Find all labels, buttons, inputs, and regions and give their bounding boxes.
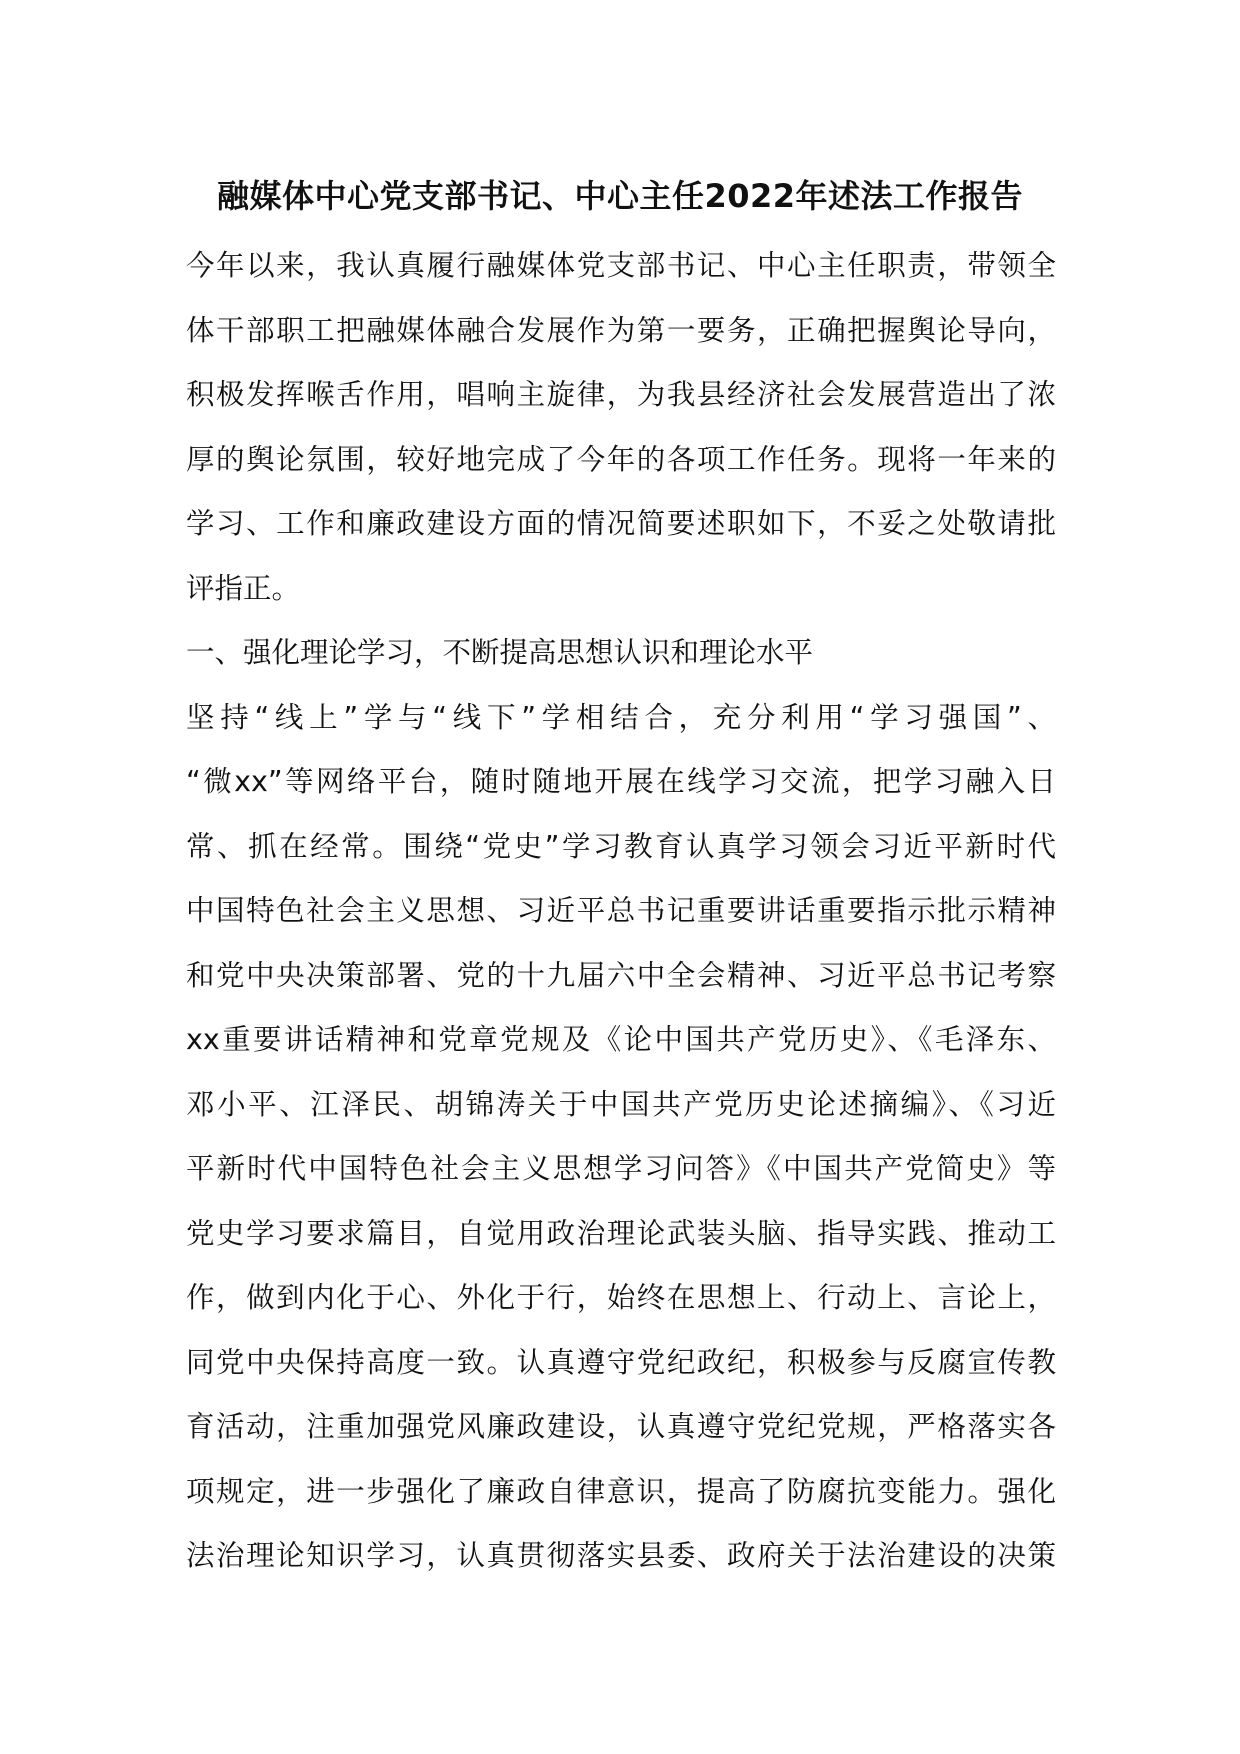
body-line: 作，做到内化于心、外化于行，始终在思想上、行动上、言论上， (186, 1281, 1056, 1314)
body-line: 法治理论知识学习，认真贯彻落实县委、政府关于法治建设的决策 (186, 1539, 1056, 1572)
body-line: 今年以来，我认真履行融媒体党支部书记、中心主任职责，带领全 (186, 249, 1056, 282)
body-line: 平新时代中国特色社会主义思想学习问答》《中国共产党简史》等 (186, 1152, 1056, 1185)
body-line: 积极发挥喉舌作用，唱响主旋律，为我县经济社会发展营造出了浓 (186, 378, 1056, 411)
document-body (186, 234, 1056, 1589)
body-line: 和党中央决策部署、党的十九届六中全会精神、习近平总书记考察 (186, 958, 1056, 992)
body-line: 体干部职工把融媒体融合发展作为第一要务，正确把握舆论导向， (186, 313, 1056, 347)
body-line: 邓小平、江泽民、胡锦涛关于中国共产党历史论述摘编》、《习近 (186, 1087, 1056, 1121)
body-line: 同党中央保持高度一致。认真遵守党纪政纪，积极参与反腐宣传教 (186, 1345, 1056, 1379)
body-line: 坚持“线上”学与“线下”学相结合，充分利用“学习强国”、 (186, 700, 1056, 734)
body-line: xx重要讲话精神和党章党规及《论中国共产党历史》、《毛泽东、 (186, 1023, 1056, 1056)
body-line: 党史学习要求篇目，自觉用政治理论武装头脑、指导实践、推动工 (186, 1216, 1056, 1250)
body-line: 常、抓在经常。围绕“党史”学习教育认真学习领会习近平新时代 (186, 829, 1056, 863)
body-line: 中国特色社会主义思想、习近平总书记重要讲话重要指示批示精神 (186, 894, 1056, 927)
document-title: 融媒体中心党支部书记、中心主任2022年述法工作报告 (216, 177, 1024, 215)
section-heading: 一、强化理论学习，不断提高思想认识和理论水平 (186, 636, 814, 669)
body-line: 厚的舆论氛围，较好地完成了今年的各项工作任务。现将一年来的 (186, 442, 1056, 476)
body-line: 评指正。 (186, 571, 301, 605)
body-line: “微xx”等网络平台，随时随地开展在线学习交流，把学习融入日 (186, 765, 1056, 798)
body-line: 学习、工作和廉政建设方面的情况简要述职如下，不妥之处敬请批 (186, 507, 1056, 540)
body-line: 项规定，进一步强化了廉政自律意识，提高了防腐抗变能力。强化 (186, 1474, 1056, 1508)
body-line: 育活动，注重加强党风廉政建设，认真遵守党纪党规，严格落实各 (186, 1410, 1056, 1443)
